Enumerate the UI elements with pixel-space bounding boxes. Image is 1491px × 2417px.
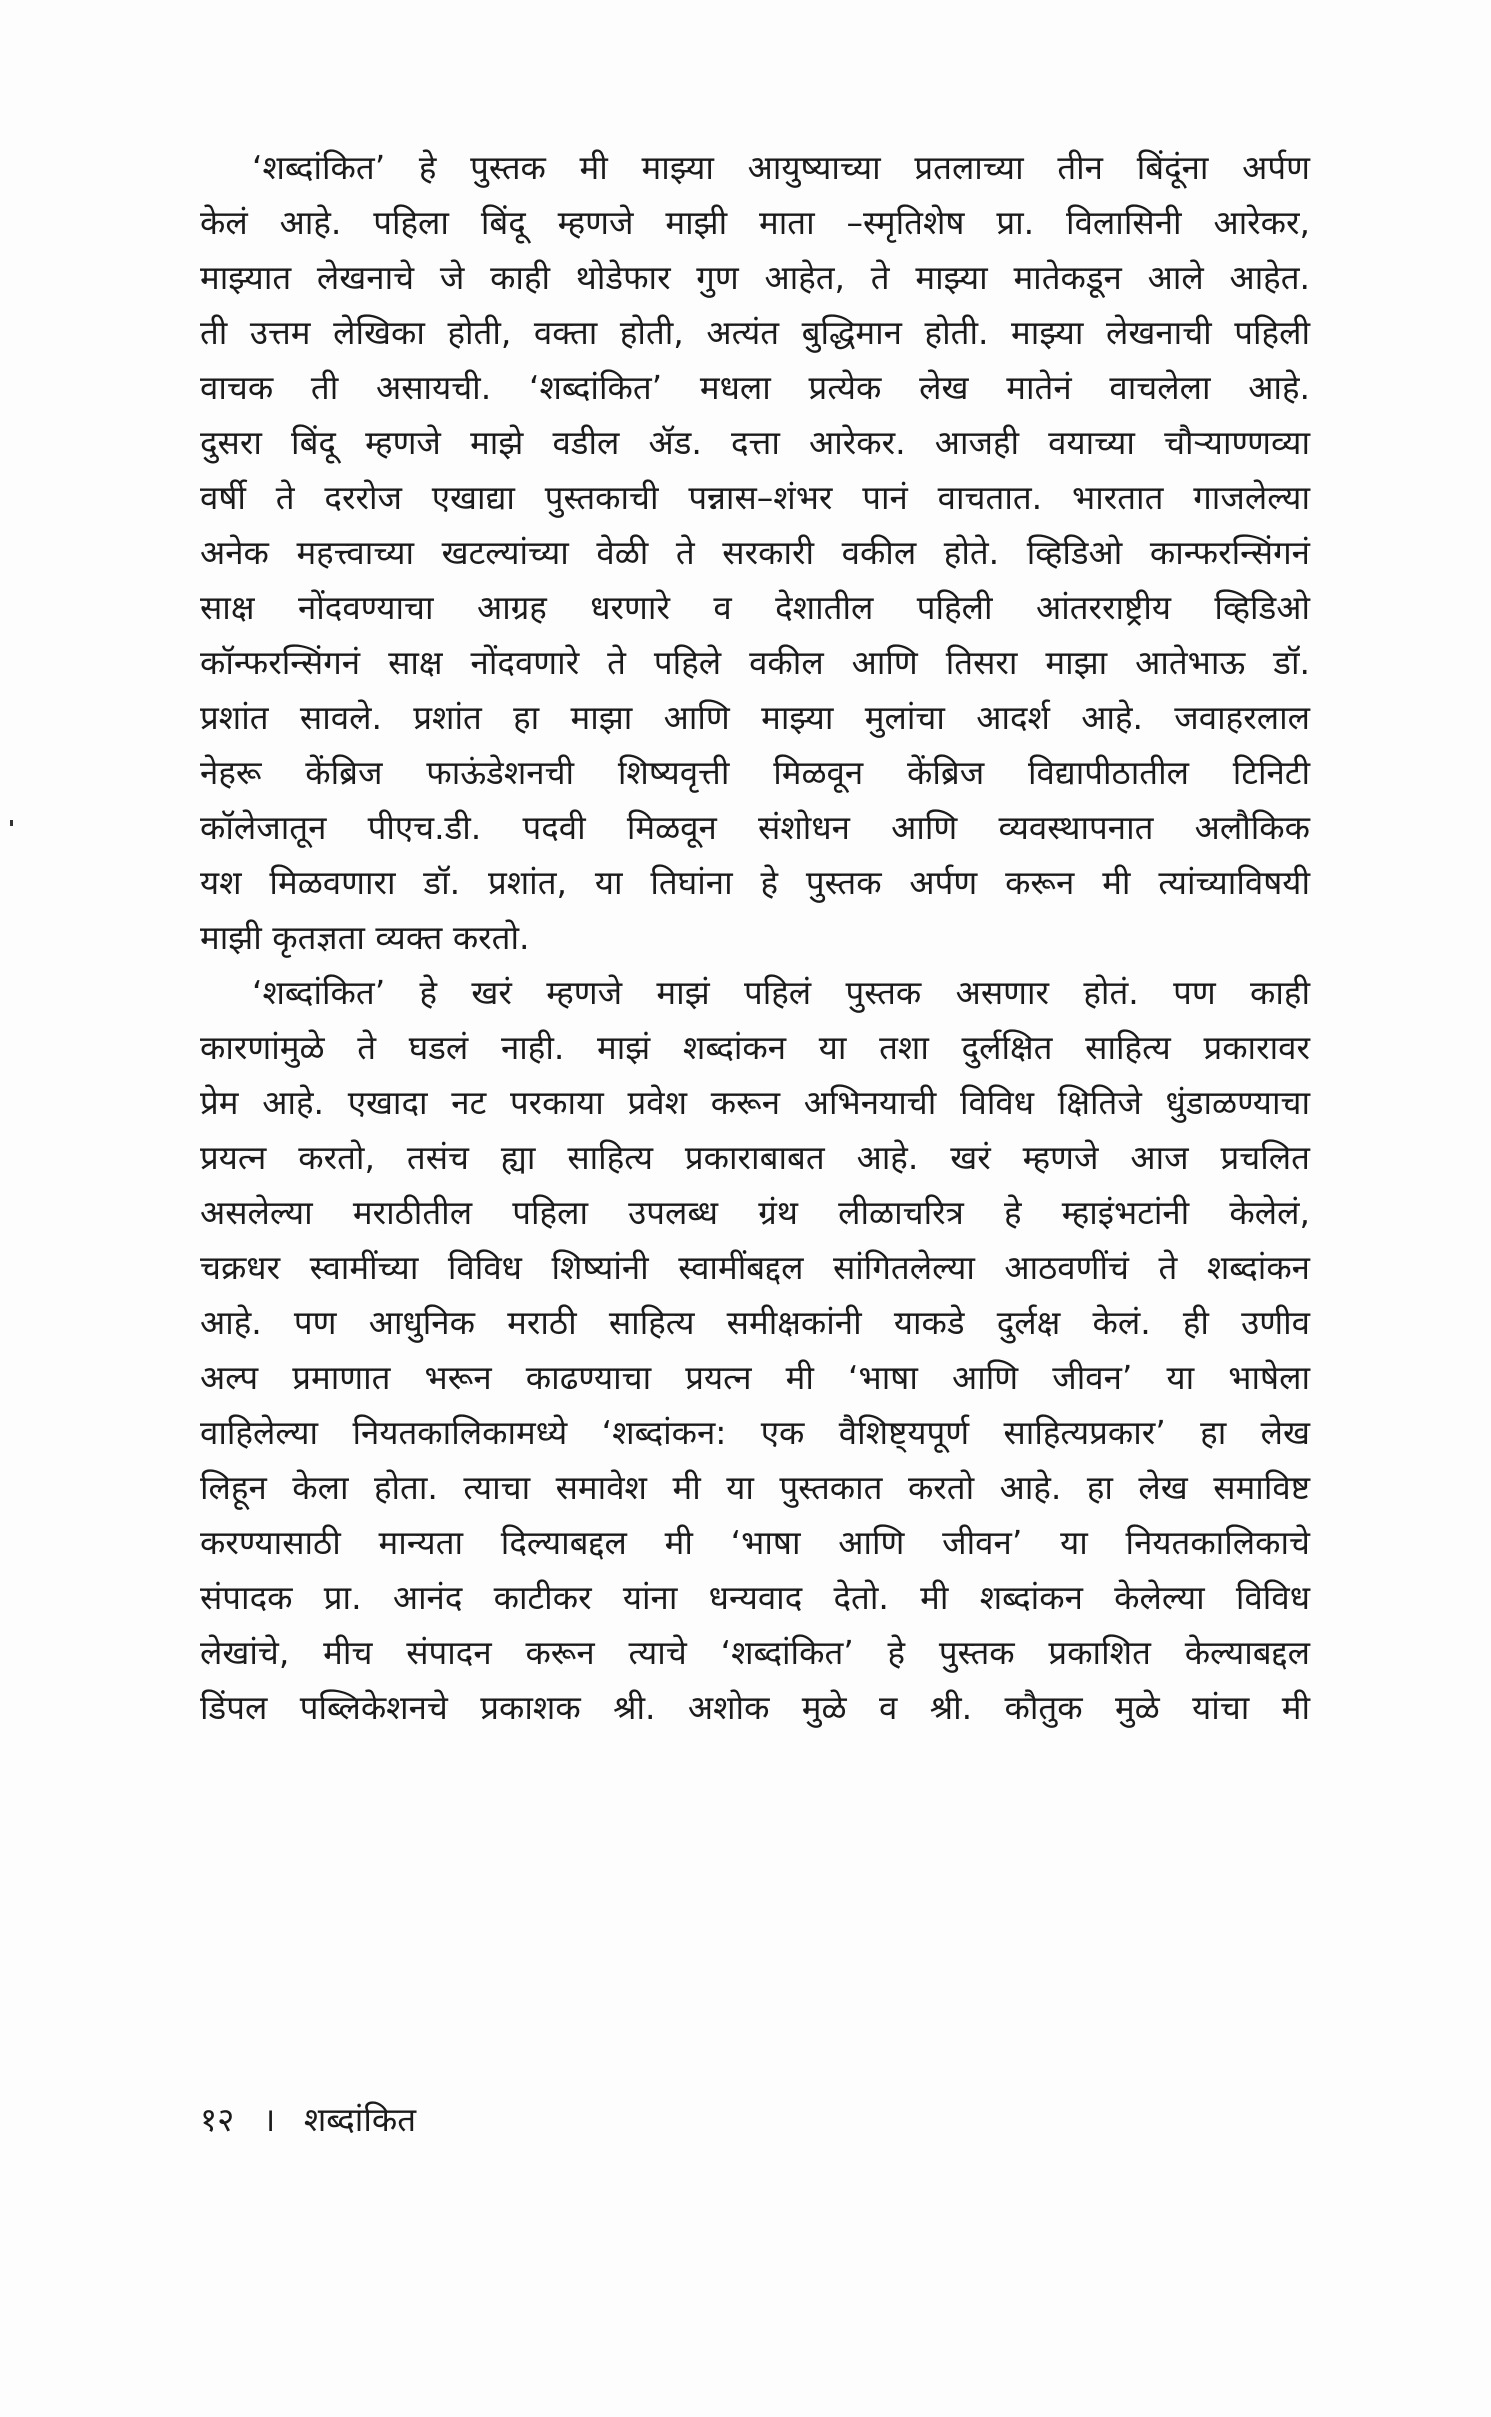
- text-line: करण्यासाठी मान्यता दिल्याबद्दल मी ‘भाषा आणि जीवन’ या नियतकालिकाचे: [200, 1523, 1310, 1562]
- text-line: अल्प प्रमाणात भरून काढण्याचा प्रयत्न मी ‘भाषा आणि जीवन’ या भाषेला: [200, 1358, 1310, 1397]
- text-line: ‘शब्दांकित’ हे खरं म्हणजे माझं पहिलं पुस्तक असणार होतं. पण काही: [252, 973, 1310, 1012]
- running-title: शब्दांकित: [303, 2100, 417, 2139]
- text-line: आहे. पण आधुनिक मराठी साहित्य समीक्षकांनी याकडे दुर्लक्ष केलं. ही उणीव: [200, 1303, 1310, 1342]
- text-line: ती उत्तम लेखिका होती, वक्ता होती, अत्यंत बुद्धिमान होती. माझ्या लेखनाची पहिली: [200, 313, 1310, 352]
- footer-separator: ।: [262, 2100, 276, 2139]
- text-line: डिंपल पब्लिकेशनचे प्रकाशक श्री. अशोक मुळे व श्री. कौतुक मुळे यांचा मी: [200, 1688, 1310, 1727]
- paragraph-2: [200, 965, 1310, 1735]
- text-line: माझ्यात लेखनाचे जे काही थोडेफार गुण आहेत, ते माझ्या मातेकडून आले आहेत.: [200, 258, 1310, 297]
- text-line: प्रयत्न करतो, तसंच ह्या साहित्य प्रकाराबाबत आहे. खरं म्हणजे आज प्रचलित: [200, 1138, 1310, 1177]
- text-line: कॉन्फरन्सिंगनं साक्ष नोंदवणारे ते पहिले वकील आणि तिसरा माझा आतेभाऊ डॉ.: [200, 643, 1310, 682]
- text-line: वाचक ती असायची. ‘शब्दांकित’ मधला प्रत्येक लेख मातेनं वाचलेला आहे.: [200, 368, 1310, 407]
- text-line: यश मिळवणारा डॉ. प्रशांत, या तिघांना हे पुस्तक अर्पण करून मी त्यांच्याविषयी: [200, 863, 1310, 902]
- text-line: अनेक महत्त्वाच्या खटल्यांच्या वेळी ते सरकारी वकील होते. व्हिडिओ कान्फरन्सिंगनं: [200, 533, 1310, 572]
- text-line: संपादक प्रा. आनंद काटीकर यांना धन्यवाद देतो. मी शब्दांकन केलेल्या विविध: [200, 1578, 1310, 1617]
- text-line: ‘शब्दांकित’ हे पुस्तक मी माझ्या आयुष्याच्या प्रतलाच्या तीन बिंदूंना अर्पण: [252, 148, 1310, 187]
- text-line: प्रशांत सावले. प्रशांत हा माझा आणि माझ्या मुलांचा आदर्श आहे. जवाहरलाल: [200, 698, 1310, 737]
- text-line: साक्ष नोंदवण्याचा आग्रह धरणारे व देशातील पहिली आंतरराष्ट्रीय व्हिडिओ: [200, 588, 1310, 627]
- page-footer: [200, 2100, 416, 2140]
- paragraph-1: [200, 140, 1310, 965]
- text-line: केलं आहे. पहिला बिंदू म्हणजे माझी माता –स्मृतिशेष प्रा. विलासिनी आरेकर,: [200, 203, 1310, 242]
- text-line: लिहून केला होता. त्याचा समावेश मी या पुस्तकात करतो आहे. हा लेख समाविष्ट: [200, 1468, 1310, 1507]
- text-line: दुसरा बिंदू म्हणजे माझे वडील ॲड. दत्ता आरेकर. आजही वयाच्या चौऱ्याण्णव्या: [200, 423, 1310, 462]
- text-line: कारणांमुळे ते घडलं नाही. माझं शब्दांकन या तशा दुर्लक्षित साहित्य प्रकारावर: [200, 1028, 1310, 1067]
- text-line: नेहरू केंब्रिज फाऊंडेशनची शिष्यवृत्ती मिळवून केंब्रिज विद्यापीठातील टिनिटी: [200, 753, 1310, 792]
- body-text: [200, 140, 1310, 1735]
- text-line: चक्रधर स्वामींच्या विविध शिष्यांनी स्वामींबद्दल सांगितलेल्या आठवणींचं ते शब्दांकन: [200, 1248, 1310, 1287]
- text-line: लेखांचे, मीच संपादन करून त्याचे ‘शब्दांकित’ हे पुस्तक प्रकाशित केल्याबद्दल: [200, 1633, 1310, 1672]
- text-line: वर्षी ते दररोज एखाद्या पुस्तकाची पन्नास–शंभर पानं वाचतात. भारतात गाजलेल्या: [200, 478, 1310, 517]
- page-number: १२: [200, 2100, 235, 2139]
- margin-mark: [10, 820, 13, 826]
- text-line: वाहिलेल्या नियतकालिकामध्ये ‘शब्दांकन: एक वैशिष्ट्यपूर्ण साहित्यप्रकार’ हा लेख: [200, 1413, 1310, 1452]
- text-line: कॉलेजातून पीएच.डी. पदवी मिळवून संशोधन आणि व्यवस्थापनात अलौकिक: [200, 808, 1310, 847]
- text-line: माझी कृतज्ञता व्यक्त करतो.: [200, 918, 530, 957]
- text-line: प्रेम आहे. एखादा नट परकाया प्रवेश करून अभिनयाची विविध क्षितिजे धुंडाळण्याचा: [200, 1083, 1310, 1122]
- text-line: असलेल्या मराठीतील पहिला उपलब्ध ग्रंथ लीळाचरित्र हे म्हाइंभटांनी केलेलं,: [200, 1193, 1310, 1232]
